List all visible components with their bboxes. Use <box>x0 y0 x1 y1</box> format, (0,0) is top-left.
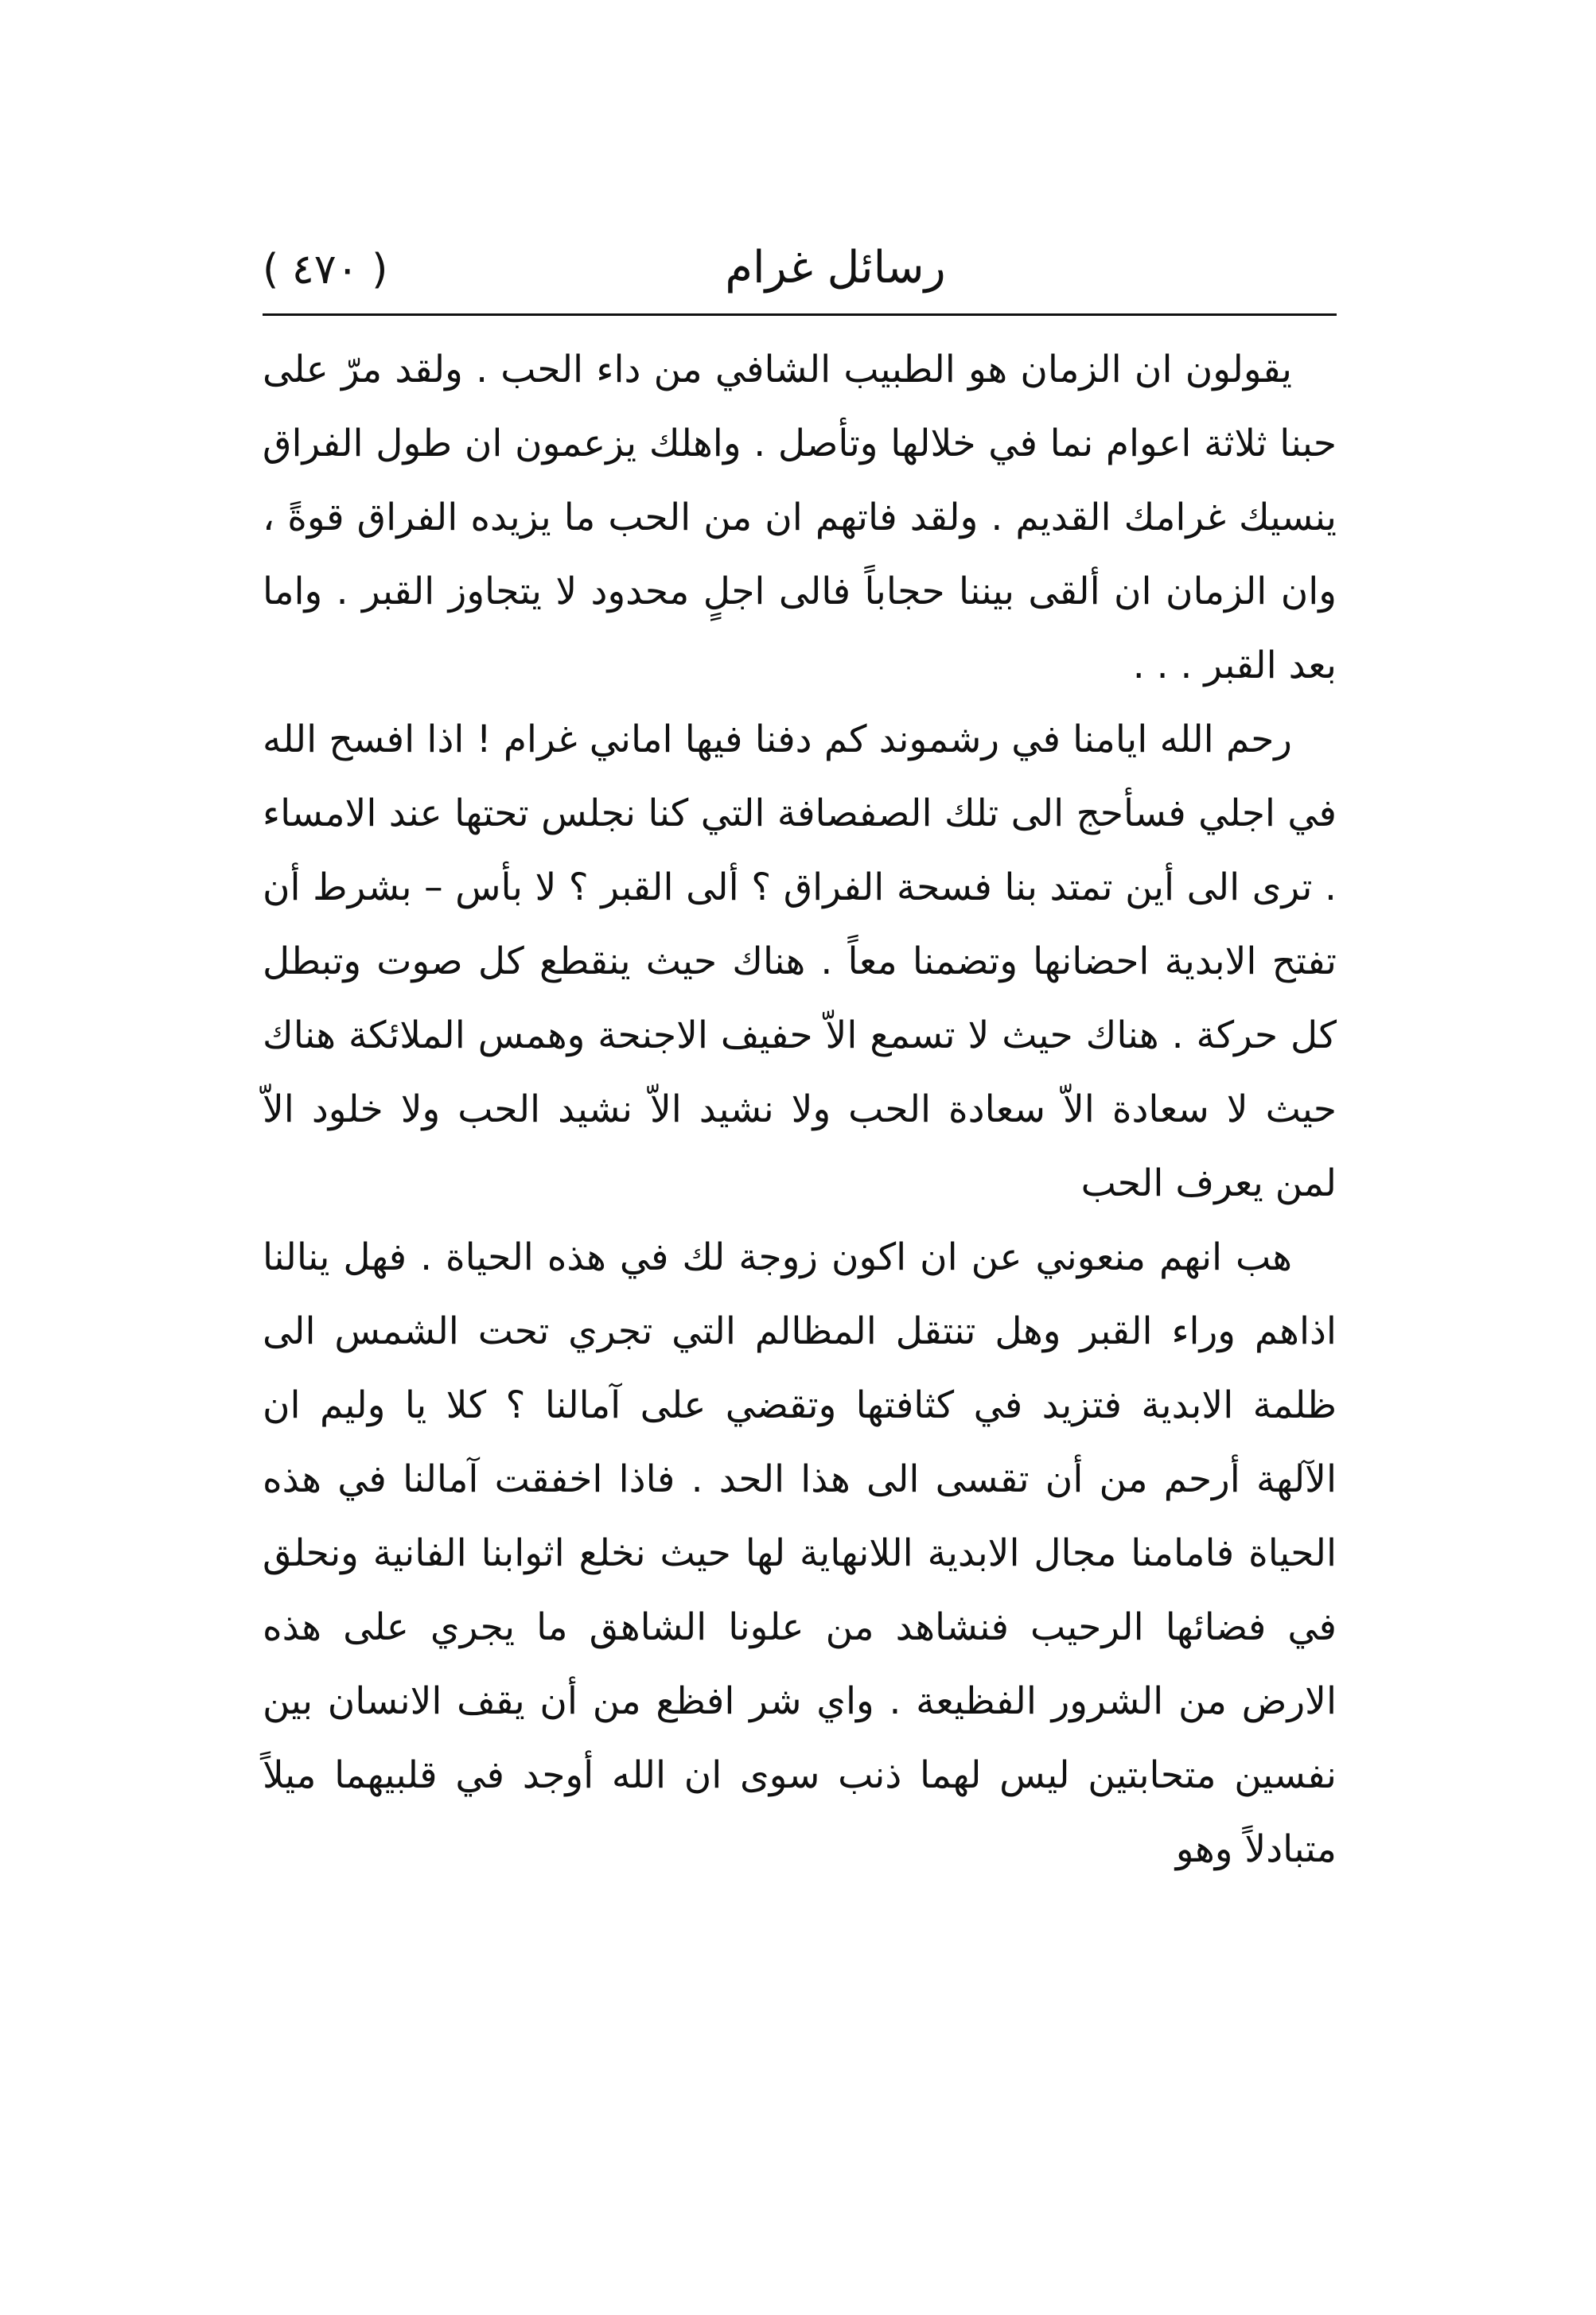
paragraph: رحم الله ايامنا في رشموند كم دفنا فيها اماني غرام ! اذا افسح الله في اجلي فسأحج الى تلك الصفصافة التي كنا نجلس تحتها عند الامساء . ترى الى أين تمتد بنا فسحة الفراق ؟ ألى القبر ؟ لا بأس – بشرط أن تفتح الابدية احضانها وتضمنا معاً . هناك حيث ينقطع كل صوت وتبطل كل حركة . هناك حيث لا تسمع الاّ حفيف الاجنحة وهمس الملائكة هناك حيث لا سعادة الاّ سعادة الحب ولا نشيد الاّ نشيد الحب ولا خلود الاّ لمن يعرف الحب <box>263 718 1337 1205</box>
body-text <box>263 333 1337 1886</box>
paragraph: يقولون ان الزمان هو الطبيب الشافي من داء الحب . ولقد مرّ على حبنا ثلاثة اعوام نما في خلالها وتأصل . واهلك يزعمون ان طول الفراق ينسيك غرامك القديم . ولقد فاتهم ان من الحب ما يزيده الفراق قوةً ، وان الزمان ان ألقى بيننا حجاباً فالى اجلٍ محدود لا يتجاوز القبر . واما بعد القبر . . . <box>263 348 1337 687</box>
header-rule <box>263 313 1337 316</box>
page-header <box>263 235 1337 310</box>
running-title: رسائل غرام <box>725 242 946 294</box>
paragraph: هب انهم منعوني عن ان اكون زوجة لك في هذه الحياة . فهل ينالنا اذاهم وراء القبر وهل تنتقل المظالم التي تجري تحت الشمس الى ظلمة الابدية فتزيد في كثافتها وتقضي على آمالنا ؟ كلا يا وليم ان الآلهة أرحم من أن تقسى الى هذا الحد . فاذا اخفقت آمالنا في هذه الحياة فامامنا مجال الابدية اللانهاية لها حيث نخلع اثوابنا الفانية ونحلق في فضائها الرحيب فنشاهد من علونا الشاهق ما يجري على هذه الارض من الشرور الفظيعة . واي شر افظع من أن يقف الانسان بين نفسين متحابتين ليس لهما ذنب سوى ان الله أوجد في قلبيهما ميلاً متبادلاً وهو <box>263 1235 1337 1871</box>
page-number: ( ٤٧٠ ) <box>263 246 388 294</box>
